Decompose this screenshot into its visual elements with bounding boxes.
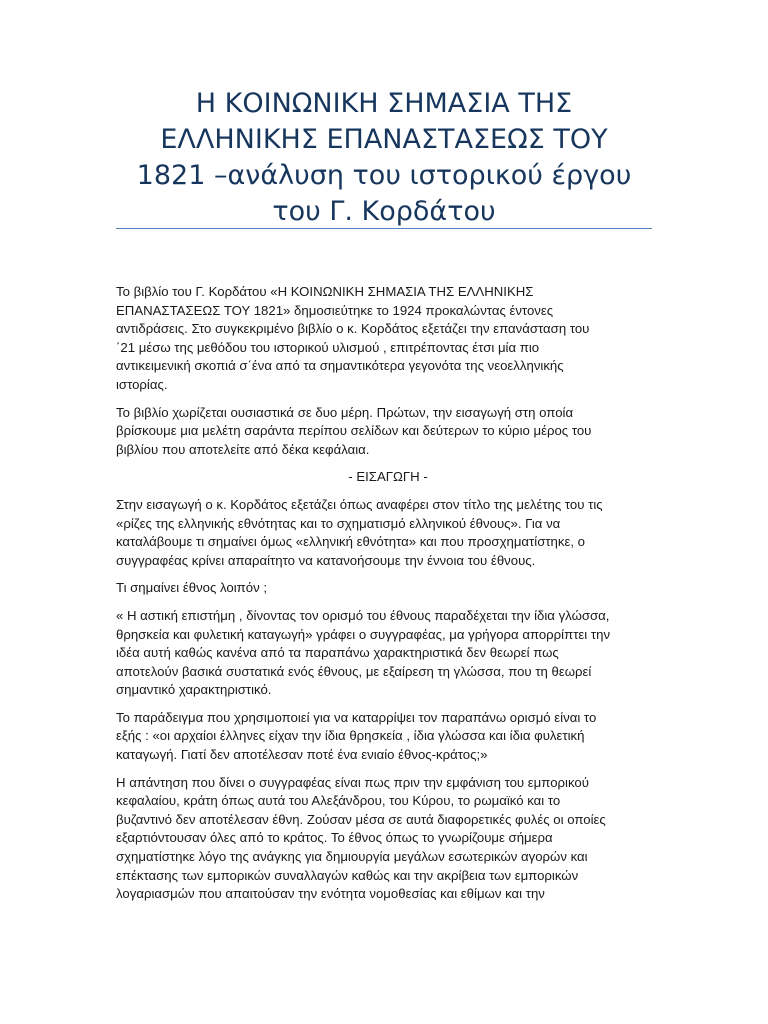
document-body [116,283,660,913]
text-line: βιβλίου που αποτελείτε από δέκα κεφάλαια. [116,441,370,457]
text-line: Το παράδειγμα που χρησιμοποιεί για να καταρρίψει τον παραπάνω ορισμό είναι το [116,709,597,725]
text-line: «ρίζες της ελληνικής εθνότητας και το σχηματισμό ελληνικού έθνους». Για να [116,515,561,531]
paragraph [116,283,660,395]
text-line: θρησκεία και φυλετική καταγωγή» γράφει ο συγγραφέας, μα γρήγορα απορρίπτει την [116,626,611,642]
text-line: σχηματίστηκε λόγο της ανάγκης για δημιουργία μεγάλων εσωτερικών αγορών και [116,849,588,865]
text-line: καταγωγή. Γιατί δεν αποτέλεσαν ποτέ ένα ενιαίο έθνος-κράτος;» [116,747,488,763]
text-line: καταλάβουμε τι σημαίνει όμως «ελληνική εθνότητα» και που προσχηματίστηκε, ο [116,534,586,550]
text-line: Το βιβλίο του Γ. Κορδάτου «Η ΚΟΙΝΩΝΙΚΗ ΣΗΜΑΣΙΑ ΤΗΣ ΕΛΛΗΝΙΚΗΣ [116,284,534,299]
text-line: συγγραφέας κρίνει απαραίτητο να κατανοήσουμε την έννοια του έθνους. [116,552,536,568]
paragraph [116,496,660,570]
text-line: ιδέα αυτή καθώς κανένα από τα παραπάνω χαρακτηριστικά δεν θεωρεί πως [116,645,559,661]
text-line: ΄21 μέσω της μεθόδου του ιστορικού υλισμού , επιτρέποντας έτσι μία πιο [116,339,540,355]
title-line: Η ΚΟΙΝΩΝΙΚΗ ΣΗΜΑΣΙΑ ΤΗΣ [195,88,573,119]
title-line: 1821 –ανάλυση του ιστορικού έργου [136,160,632,191]
paragraph [116,774,660,904]
paragraph [116,579,660,598]
paragraph [116,607,660,700]
text-line: επέκτασης των εμπορικών συναλλαγών καθώς και την ακρίβεια των εμπορικών [116,867,579,883]
text-line: αντικειμενική σκοπιά σ΄ένα από τα σημαντικότερα γεγονότα της νεοελληνικής [116,358,564,374]
text-line: εξής : «οι αρχαίοι έλληνες είχαν την ίδια θρησκεία , ίδια γλώσσα και ίδια φυλετική [116,728,585,744]
text-line: σημαντικό χαρακτηριστικό. [116,682,272,698]
text-line: « Η αστική επιστήμη , δίνοντας τον ορισμό του έθνους παραδέχεται την ίδια γλώσσα, [116,607,610,623]
text-line: εξαρτιόντουσαν όλες από το κράτος. Το έθνος όπως το γνωρίζουμε σήμερα [116,830,553,846]
text-line: λογαριασμών που απαιτούσαν την ενότητα νομοθεσίας και εθίμων και την [116,886,545,902]
paragraph [116,404,660,460]
text-line: κεφαλαίου, κράτη όπως αυτά του Αλεξάνδρου, του Κύρου, το ρωμαϊκό και το [116,793,561,809]
text-line: αποτελούν βασικά συστατικά ενός έθνους, με εξαίρεση τη γλώσσα, που τη θεωρεί [116,663,592,679]
section-heading [116,468,660,487]
text-line: Η απάντηση που δίνει ο συγγραφέας είναι πως πριν την εμφάνιση του εμπορικού [116,774,589,790]
text-line: Τι σημαίνει έθνος λοιπόν ; [116,580,268,596]
title-line: ΕΛΛΗΝΙΚΗΣ ΕΠΑΝΑΣΤΑΣΕΩΣ ΤΟΥ [160,124,608,155]
paragraph [116,709,660,765]
text-line: ιστορίας. [116,376,168,392]
title-divider [116,228,652,229]
text-line: ΕΠΑΝΑΣΤΑΣΕΩΣ ΤΟΥ 1821» δημοσιεύτηκε το 1924 προκαλώντας έντονες [116,302,554,318]
text-line: αντιδράσεις. Στο συγκεκριμένο βιβλίο ο κ. Κορδάτος εξετάζει την επανάσταση του [116,321,590,337]
text-line: βυζαντινό δεν αποτέλεσαν έθνη. Ζούσαν μέσα σε αυτά διαφορετικές φυλές οι οποίες [116,811,606,827]
title-line: του Γ. Κορδάτου [272,196,496,227]
text-line: - ΕΙΣΑΓΩΓΗ - [348,469,428,485]
text-line: Το βιβλίο χωρίζεται ουσιαστικά σε δυο μέρη. Πρώτων, την εισαγωγή στη οποία [116,404,574,420]
document-title [116,86,652,230]
text-line: Στην εισαγωγή ο κ. Κορδάτος εξετάζει όπως αναφέρει στον τίτλο της μελέτης του τις [116,496,603,512]
text-line: βρίσκουμε μια μελέτη σαράντα περίπου σελίδων και δεύτερων το κύριο μέρος του [116,423,592,439]
